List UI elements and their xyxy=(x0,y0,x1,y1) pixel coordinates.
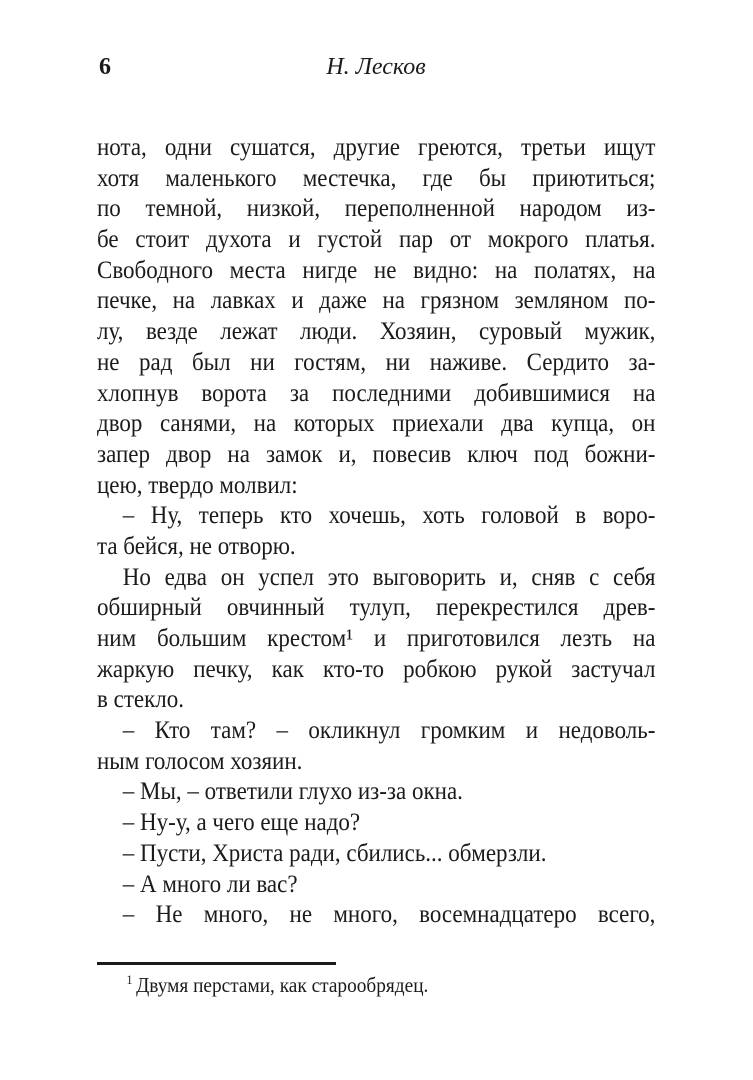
text-line: – Пусти, Христа ради, сбились... обмерзли. xyxy=(122,839,547,867)
text-line: Но едва он успел это выговорить и, сняв с себя xyxy=(122,563,656,591)
text-line: жаркую печку, как кто-то робкою рукой застучал xyxy=(97,655,656,683)
footnote-marker: 1 xyxy=(126,972,133,987)
text-line: ным голосом хозяин. xyxy=(97,747,303,775)
text-line: не рад был ни гостям, ни наживе. Сердито за- xyxy=(97,348,656,376)
running-header: Н. Лесков xyxy=(326,54,426,80)
text-line: Свободного места нигде не видно: на полатях, на xyxy=(97,256,656,284)
text-line: по темной, низкой, переполненной народом из- xyxy=(97,195,656,223)
text-line: – Кто там? – окликнул громким и недоволь- xyxy=(122,717,656,745)
footnote-text: Двумя перстами, как старообрядец. xyxy=(136,973,429,997)
text-line: ним большим крестом¹ и приготовился лезть на xyxy=(97,625,656,652)
text-line: – Не много, не много, восемнадцатеро всего, xyxy=(122,901,656,929)
page-number: 6 xyxy=(99,54,111,80)
text-line: хлопнув ворота за последними добившимися на xyxy=(97,379,656,407)
text-line: лу, везде лежат люди. Хозяин, суровый мужик, xyxy=(97,318,656,346)
page-header xyxy=(97,54,655,82)
text-line: печке, на лавках и даже на грязном земляном по- xyxy=(97,287,656,315)
text-line: хотя маленького местечка, где бы приютиться; xyxy=(97,164,656,192)
text-line: та бейся, не отворю. xyxy=(97,532,296,560)
text-line: запер двор на замок и, повесив ключ под божни- xyxy=(97,440,656,468)
text-line: двор санями, на которых приехали два купца, он xyxy=(97,410,656,438)
text-line: бе стоит духота и густой пар от мокрого платья. xyxy=(97,226,656,254)
text-line: – Ну, теперь кто хочешь, хоть головой в воро- xyxy=(122,502,656,530)
text-line: обширный овчинный тулуп, перекрестился древ- xyxy=(97,594,656,622)
text-line: – Мы, – ответили глухо из-за окна. xyxy=(122,778,463,806)
text-line: – А много ли вас? xyxy=(122,870,298,898)
body-text xyxy=(97,133,655,931)
footnote xyxy=(97,972,655,999)
text-line: цею, твердо молвил: xyxy=(97,471,298,499)
text-line: – Ну-у, а чего еще надо? xyxy=(122,809,361,837)
text-line: в стекло. xyxy=(97,686,184,714)
footnote-separator xyxy=(97,962,336,965)
text-line: нота, одни сушатся, другие греются, третьи ищут xyxy=(97,134,656,161)
